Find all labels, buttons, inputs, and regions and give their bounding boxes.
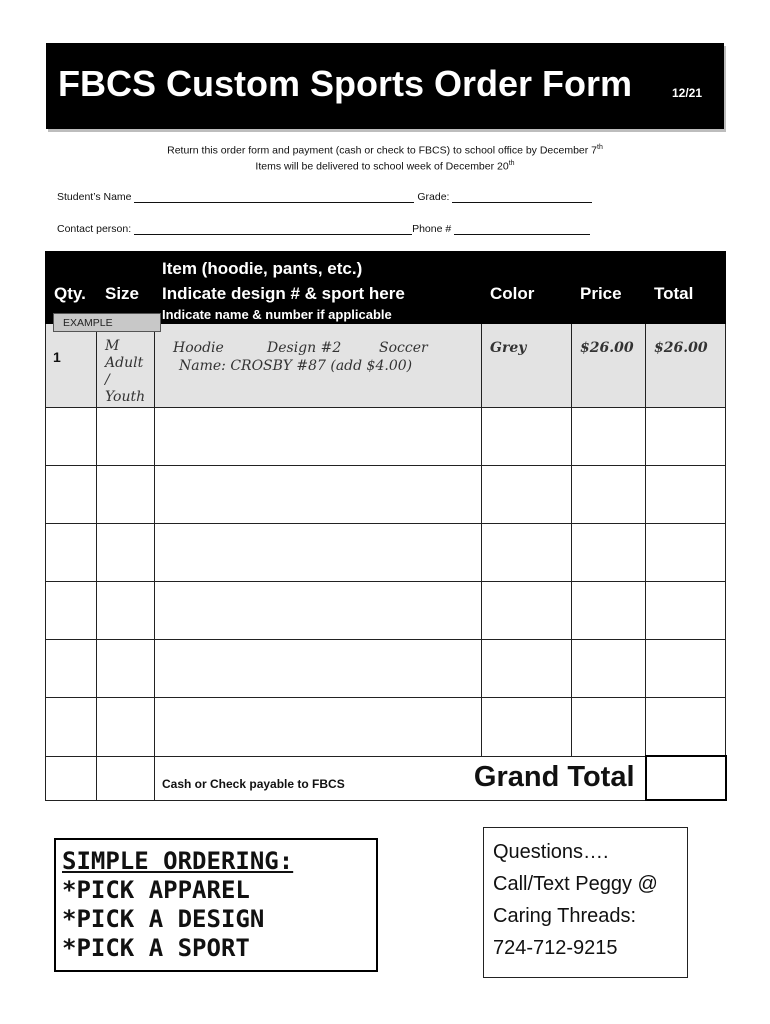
contact-person-label: Contact person:: [57, 223, 132, 235]
price-input-cell[interactable]: [572, 640, 646, 698]
example-size-line: M: [105, 338, 120, 354]
example-item-cell: [155, 324, 482, 408]
simple-ordering-title: SIMPLE ORDERING:: [62, 847, 294, 875]
example-size-cell: [97, 324, 155, 408]
example-size-line: Adult: [105, 355, 144, 371]
instruction-delivery-sup: th: [508, 160, 515, 167]
qty-input-cell[interactable]: [46, 524, 97, 582]
student-row: [57, 191, 592, 203]
example-total: $26.00: [654, 340, 708, 356]
total-header-label: Total: [654, 284, 694, 303]
item-input-cell[interactable]: [155, 582, 482, 640]
example-item: Hoodie: [173, 340, 224, 356]
price-input-cell[interactable]: [572, 698, 646, 757]
item-header-line1: Item (hoodie, pants, etc.): [162, 259, 363, 278]
price-input-cell[interactable]: [572, 582, 646, 640]
example-color: Grey: [490, 340, 527, 356]
size-input-cell[interactable]: [97, 698, 155, 757]
color-input-cell[interactable]: [482, 466, 572, 524]
questions-line: Questions….: [493, 841, 609, 863]
form-date: 12/21: [671, 86, 702, 100]
simple-ordering-step: *PICK A DESIGN: [62, 905, 265, 933]
example-qty-cell: [46, 324, 97, 408]
order-row: [46, 640, 726, 698]
item-input-cell[interactable]: [155, 640, 482, 698]
size-input-cell[interactable]: [97, 582, 155, 640]
total-input-cell[interactable]: [646, 640, 726, 698]
example-sport: Soccer: [379, 340, 428, 356]
grand-total-row: [46, 756, 726, 800]
contact-row: [57, 223, 590, 235]
order-table: [45, 251, 727, 801]
item-header-sub: Indicate name & number if applicable: [162, 307, 392, 322]
size-input-cell[interactable]: [97, 524, 155, 582]
price-input-cell[interactable]: [572, 524, 646, 582]
total-input-cell[interactable]: [646, 408, 726, 466]
qty-header-label: Qty.: [54, 284, 86, 303]
price-input-cell[interactable]: [572, 466, 646, 524]
item-input-cell[interactable]: [155, 524, 482, 582]
instruction-return-sup: th: [597, 144, 603, 151]
size-header-label: Size: [105, 284, 140, 303]
total-input-cell[interactable]: [646, 698, 726, 757]
instruction-return: [0, 144, 770, 157]
grade-label: Grade:: [417, 191, 450, 203]
phone-label: Phone #: [412, 223, 452, 235]
total-header: [646, 252, 726, 324]
item-input-cell[interactable]: [155, 698, 482, 757]
example-price-cell: [572, 324, 646, 408]
order-row: [46, 524, 726, 582]
qty-input-cell[interactable]: [46, 466, 97, 524]
color-input-cell[interactable]: [482, 698, 572, 757]
simple-ordering-step: *PICK A SPORT: [62, 934, 250, 962]
item-header-line2: Indicate design # & sport here: [162, 284, 405, 303]
payable-note: Cash or Check payable to FBCS: [162, 776, 345, 791]
size-input-cell[interactable]: [97, 466, 155, 524]
questions-line: Call/Text Peggy @: [493, 873, 658, 895]
color-input-cell[interactable]: [482, 408, 572, 466]
example-qty: 1: [53, 349, 61, 365]
example-total-cell: [646, 324, 726, 408]
order-row: [46, 698, 726, 757]
example-name-line: Name: CROSBY #87 (add $4.00): [179, 358, 413, 374]
page-title: FBCS Custom Sports Order Form: [58, 63, 633, 104]
grand-total-label-cell: [155, 756, 646, 800]
student-name-label: Student’s Name: [57, 191, 132, 203]
simple-ordering-step: *PICK APPAREL: [62, 876, 250, 904]
color-input-cell[interactable]: [482, 582, 572, 640]
final-size-cell[interactable]: [97, 756, 155, 800]
example-tag: EXAMPLE: [53, 313, 161, 332]
contact-phone: 724-712-9215: [493, 937, 618, 959]
student-name-field[interactable]: [134, 191, 414, 203]
color-header: [482, 252, 572, 324]
example-size-line: /: [105, 372, 110, 388]
qty-input-cell[interactable]: [46, 582, 97, 640]
qty-input-cell[interactable]: [46, 698, 97, 757]
color-header-label: Color: [490, 284, 535, 303]
order-row: [46, 466, 726, 524]
header-bar: [46, 43, 724, 129]
simple-ordering-box: [54, 838, 378, 972]
instruction-return-text: Return this order form and payment (cash or check to FBCS) to school office by December 7: [167, 144, 598, 157]
price-input-cell[interactable]: [572, 408, 646, 466]
total-input-cell[interactable]: [646, 466, 726, 524]
questions-box: [483, 827, 688, 978]
grade-field[interactable]: [452, 191, 592, 203]
instruction-delivery-text: Items will be delivered to school week of December 20: [255, 160, 509, 173]
final-qty-cell[interactable]: [46, 756, 97, 800]
grand-total-label: Grand Total: [473, 760, 635, 793]
item-header: [155, 252, 482, 324]
instruction-delivery: [0, 160, 770, 173]
example-size: [97, 324, 154, 406]
qty-input-cell[interactable]: [46, 408, 97, 466]
qty-header: [46, 252, 113, 329]
questions-line: Caring Threads:: [493, 905, 637, 927]
contact-person-field[interactable]: [134, 223, 412, 235]
size-input-cell[interactable]: [97, 408, 155, 466]
example-price: $26.00: [580, 340, 634, 356]
phone-field[interactable]: [454, 223, 590, 235]
price-header: [572, 252, 646, 324]
total-input-cell[interactable]: [646, 582, 726, 640]
total-input-cell[interactable]: [646, 524, 726, 582]
item-input-cell[interactable]: [155, 466, 482, 524]
color-input-cell[interactable]: [482, 524, 572, 582]
example-row: [46, 324, 726, 408]
example-design: Design #2: [267, 340, 342, 356]
item-input-cell[interactable]: [155, 408, 482, 466]
qty-input-cell[interactable]: [46, 640, 97, 698]
size-input-cell[interactable]: [97, 640, 155, 698]
order-row: [46, 582, 726, 640]
order-row: [46, 408, 726, 466]
grand-total-field[interactable]: [646, 756, 726, 800]
price-header-label: Price: [580, 284, 622, 303]
color-input-cell[interactable]: [482, 640, 572, 698]
example-size-line: Youth: [105, 389, 146, 405]
example-color-cell: [482, 324, 572, 408]
